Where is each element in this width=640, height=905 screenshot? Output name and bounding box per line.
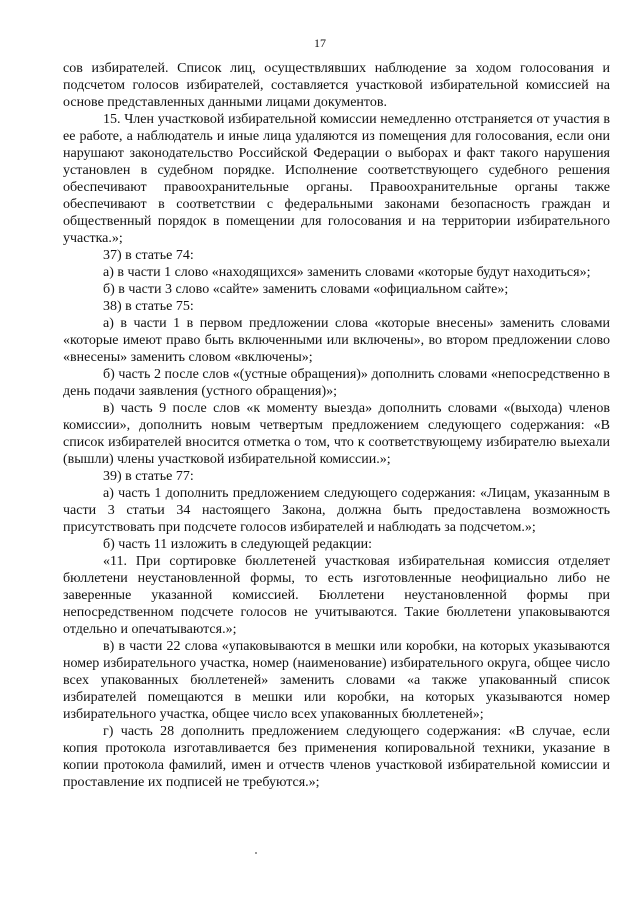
paragraph-74-b: б) в части 3 слово «сайте» заменить словами «официальном сайте»;	[103, 282, 509, 297]
paragraph-77-a: а) часть 1 дополнить предложением следующего содержания: «Лицам, указанным в части 3 статьи 34 настоящего Закона, должна быть предоставлена возможность присутствовать при подсчете голосов избирателей и наблюдать за подсчетом.»;	[63, 486, 610, 535]
page-number: 17	[314, 36, 326, 50]
paragraph-article-77: 39) в статье 77:	[103, 469, 194, 484]
paragraph-75-b: б) часть 2 после слов «(устные обращения)» дополнить словами «непосредственно в день подачи заявления (устного обращения)»;	[63, 367, 610, 399]
paragraph-74-a: а) в части 1 слово «находящихся» заменить словами «которые будут находиться»;	[103, 265, 591, 280]
paragraph-article-75: 38) в статье 75:	[103, 299, 194, 314]
paragraph-77-b-text: «11. При сортировке бюллетеней участковая избирательная комиссия отделяет бюллетени неустановленной формы, то есть изготовленные неофициально либо не заверенные указанной комиссией. Бюллетени неустановленной формы при непосредственном подсчете голосов не учитываются. Такие бюллетени упаковываются отдельно и опечатываются.»;	[63, 554, 610, 637]
paragraph-continuation: сов избирателей. Список лиц, осуществлявших наблюдение за ходом голосования и подсчетом голосов избирателей, составляется участковой избирательной комиссией на основе представленных данными лицами документов.	[63, 61, 610, 110]
paragraph-article-74: 37) в статье 74:	[103, 248, 194, 263]
paragraph-77-g: г) часть 28 дополнить предложением следующего содержания: «В случае, если копия протокола изготавливается без применения копировальной техники, указание в копии протокола фамилий, имен и отчеств членов участковой избирательной комиссии и проставление их подписей не требуются.»;	[63, 724, 610, 790]
paragraph-75-a: а) в части 1 в первом предложении слова «которые внесены» заменить словами «которые имеют право быть включенными или включены», во втором предложении слово «внесены» заменить словом «включены»;	[63, 316, 610, 365]
paragraph-75-v: в) часть 9 после слов «к моменту выезда» дополнить словами «(выхода) членов комиссии», дополнить новым четвертым предложением следующего содержания: «В список избирателей вносится отметка о том, что к соответствующему избирателю выехали (вышли) члены участковой избирательной комиссии.»;	[63, 401, 610, 467]
document-body	[63, 60, 610, 791]
paragraph-77-b: б) часть 11 изложить в следующей редакции:	[103, 537, 373, 552]
paragraph-item-15: 15. Член участковой избирательной комиссии немедленно отстраняется от участия в ее работе, а наблюдатель и иные лица удаляются из помещения для голосования, если они нарушают законодательство Российской Федерации о выборах и факт такого нарушения установлен в судебном порядке. Исполнение соответствующего судебного решения обеспечивают правоохранительные органы. Правоохранительные органы также обеспечивают в соответствии с федеральными законами безопасность граждан и общественный порядок в помещении для голосования и на территории избирательного участка.»;	[63, 112, 610, 246]
scan-speck	[255, 852, 257, 854]
paragraph-77-v: в) в части 22 слова «упаковываются в мешки или коробки, на которых указываются номер избирательного участка, номер (наименование) избирательного округа, общее число всех упакованных бюллетеней» заменить словами «а также упакованный список избирателей помещаются в мешки или коробки, на которых указываются номер избирательного участка, общее число всех упакованных бюллетеней»;	[63, 639, 610, 722]
